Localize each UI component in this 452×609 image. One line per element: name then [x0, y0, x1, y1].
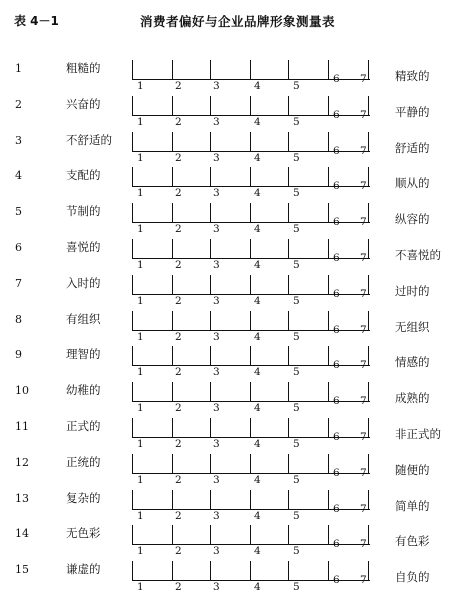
row-number: 8: [15, 312, 22, 326]
scale-tick: [132, 311, 133, 330]
scale-point-label[interactable]: 5: [293, 473, 300, 486]
scale-tick: [250, 132, 251, 151]
scale-point-label[interactable]: 2: [175, 294, 182, 307]
scale-tick: [368, 203, 369, 222]
scale-tick: [328, 418, 329, 437]
left-adjective: 无色彩: [66, 526, 101, 541]
scale-tick: [288, 167, 289, 186]
scale-point-label[interactable]: 7: [360, 287, 367, 300]
scale-tick: [172, 346, 173, 365]
scale-point-label[interactable]: 1: [137, 330, 144, 343]
right-adjective: 简单的: [395, 498, 430, 513]
scale-point-label[interactable]: 3: [213, 545, 220, 558]
scale-tick: [250, 239, 251, 258]
scale-point-label[interactable]: 7: [360, 144, 367, 157]
scale-point-label[interactable]: 3: [213, 402, 220, 415]
scale-tick: [210, 239, 211, 258]
rating-scale[interactable]: [132, 203, 370, 239]
scale-tick: [368, 311, 369, 330]
right-adjective: 随便的: [395, 462, 430, 477]
scale-row: [0, 132, 452, 168]
table-header: [0, 12, 452, 32]
scale-tick: [132, 132, 133, 151]
scale-tick: [328, 561, 329, 580]
right-adjective: 顺从的: [395, 176, 430, 191]
scale-tick: [328, 275, 329, 294]
scale-tick: [132, 490, 133, 509]
scale-tick: [250, 490, 251, 509]
left-adjective: 正统的: [66, 454, 101, 469]
scale-point-label[interactable]: 3: [213, 223, 220, 236]
scale-point-label[interactable]: 4: [254, 187, 261, 200]
scale-tick: [210, 132, 211, 151]
scale-row: [0, 454, 452, 490]
scale-tick: [368, 490, 369, 509]
left-adjective: 节制的: [66, 204, 101, 219]
scale-point-label[interactable]: 3: [213, 330, 220, 343]
scale-point-label[interactable]: 1: [137, 402, 144, 415]
scale-point-label[interactable]: 4: [254, 366, 261, 379]
scale-tick: [368, 382, 369, 401]
scale-tick: [210, 418, 211, 437]
scale-point-label[interactable]: 4: [254, 223, 261, 236]
scale-point-label[interactable]: 4: [254, 330, 261, 343]
row-number: 11: [15, 420, 29, 433]
scale-tick: [250, 561, 251, 580]
rating-scale[interactable]: [132, 525, 370, 561]
scale-point-label[interactable]: 3: [213, 581, 220, 594]
left-adjective: 理智的: [66, 347, 101, 362]
scale-point-label[interactable]: 2: [175, 402, 182, 415]
row-number: 3: [15, 133, 22, 147]
scale-tick: [250, 275, 251, 294]
scale-point-label[interactable]: 4: [254, 402, 261, 415]
scale-point-label[interactable]: 3: [213, 259, 220, 271]
rating-scale[interactable]: [132, 382, 370, 418]
row-number: 15: [15, 563, 29, 577]
scale-tick: [288, 561, 289, 580]
scale-tick: [328, 203, 329, 222]
scale-tick: [288, 275, 289, 294]
scale-point-label[interactable]: 2: [175, 545, 182, 558]
scale-tick: [288, 382, 289, 401]
scale-point-label[interactable]: 3: [213, 438, 220, 450]
scale-tick: [328, 490, 329, 509]
row-number: 5: [15, 205, 22, 219]
scale-point-label[interactable]: 6: [333, 431, 340, 443]
scale-point-label[interactable]: 4: [254, 509, 261, 522]
scale-row: [0, 96, 452, 132]
scale-point-label[interactable]: 6: [333, 144, 340, 157]
scale-point-label[interactable]: 2: [175, 581, 182, 594]
scale-point-label[interactable]: 6: [333, 73, 340, 85]
scale-point-label[interactable]: 7: [360, 323, 367, 336]
scale-point-label[interactable]: 3: [213, 151, 220, 164]
scale-point-label[interactable]: 7: [360, 574, 367, 587]
scale-tick: [210, 454, 211, 473]
scale-point-label[interactable]: 1: [137, 223, 144, 236]
right-adjective: 有色彩: [395, 534, 430, 549]
scale-point-label[interactable]: 5: [293, 80, 300, 92]
scale-tick: [172, 239, 173, 258]
scale-tick: [368, 525, 369, 544]
scale-point-label[interactable]: 1: [137, 115, 144, 128]
scale-tick: [288, 311, 289, 330]
scale-row: [0, 311, 452, 347]
scale-tick: [132, 60, 133, 79]
rating-scale[interactable]: [132, 311, 370, 347]
scale-tick: [328, 96, 329, 115]
scale-point-label[interactable]: 2: [175, 151, 182, 164]
scale-point-label[interactable]: 1: [137, 581, 144, 594]
scale-point-label[interactable]: 1: [137, 438, 144, 450]
scale-tick: [132, 167, 133, 186]
scale-tick: [328, 346, 329, 365]
right-adjective: 情感的: [395, 355, 430, 370]
scale-tick: [132, 239, 133, 258]
scale-point-label[interactable]: 6: [333, 574, 340, 587]
scale-point-label[interactable]: 4: [254, 581, 261, 594]
scale-point-label[interactable]: 4: [254, 151, 261, 164]
scale-tick: [250, 454, 251, 473]
row-number: 1: [15, 62, 22, 75]
scale-tick: [368, 132, 369, 151]
row-number: 10: [15, 384, 29, 398]
scale-point-label[interactable]: 1: [137, 294, 144, 307]
scale-point-label[interactable]: 2: [175, 330, 182, 343]
scale-point-label[interactable]: 2: [175, 80, 182, 92]
scale-tick: [288, 60, 289, 79]
scale-point-label[interactable]: 5: [293, 115, 300, 128]
scale-tick: [288, 418, 289, 437]
scale-point-label[interactable]: 1: [137, 187, 144, 200]
scale-tick: [250, 311, 251, 330]
scale-point-label[interactable]: 5: [293, 545, 300, 558]
scale-tick: [288, 454, 289, 473]
scale-point-label[interactable]: 1: [137, 259, 144, 271]
scale-point-label[interactable]: 7: [360, 180, 367, 193]
scale-tick: [172, 132, 173, 151]
scale-row: [0, 382, 452, 418]
scale-tick: [288, 96, 289, 115]
scale-point-label[interactable]: 7: [360, 252, 367, 264]
scale-point-label[interactable]: 5: [293, 581, 300, 594]
scale-tick: [172, 96, 173, 115]
scale-tick: [172, 454, 173, 473]
scale-point-label[interactable]: 7: [360, 466, 367, 479]
scale-point-label[interactable]: 4: [254, 294, 261, 307]
scale-point-label[interactable]: 1: [137, 509, 144, 522]
scale-tick: [250, 167, 251, 186]
scale-point-label[interactable]: 6: [333, 502, 340, 515]
scale-point-label[interactable]: 7: [360, 431, 367, 443]
scale-tick: [288, 525, 289, 544]
scale-tick: [210, 96, 211, 115]
scale-row: [0, 239, 452, 275]
scale-point-label[interactable]: 5: [293, 509, 300, 522]
scale-point-label[interactable]: 4: [254, 473, 261, 486]
right-adjective: 精致的: [395, 69, 430, 83]
scale-tick: [328, 311, 329, 330]
scale-point-label[interactable]: 3: [213, 294, 220, 307]
scale-tick: [210, 561, 211, 580]
left-adjective: 谦虚的: [66, 562, 101, 577]
scale-point-label[interactable]: 6: [333, 538, 340, 551]
left-adjective: 入时的: [66, 275, 101, 290]
scale-point-label[interactable]: 3: [213, 366, 220, 379]
scale-tick: [250, 346, 251, 365]
scale-point-label[interactable]: 1: [137, 151, 144, 164]
scale-tick: [368, 167, 369, 186]
scale-point-label[interactable]: 6: [333, 323, 340, 336]
scale-row: [0, 275, 452, 311]
scale-tick: [132, 382, 133, 401]
scale-point-label[interactable]: 3: [213, 115, 220, 128]
scale-tick: [368, 60, 369, 79]
scale-point-label[interactable]: 3: [213, 187, 220, 200]
left-adjective: 正式的: [66, 419, 101, 433]
row-number: 13: [15, 491, 29, 505]
scale-tick: [210, 275, 211, 294]
scale-tick: [132, 203, 133, 222]
scale-point-label[interactable]: 3: [213, 80, 220, 92]
scale-row: [0, 203, 452, 239]
scale-point-label[interactable]: 6: [333, 466, 340, 479]
scale-tick: [210, 490, 211, 509]
scale-point-label[interactable]: 4: [254, 80, 261, 92]
scale-tick: [368, 561, 369, 580]
scale-tick: [132, 346, 133, 365]
scale-point-label[interactable]: 5: [293, 294, 300, 307]
scale-tick: [132, 561, 133, 580]
scale-tick: [250, 203, 251, 222]
rating-scale[interactable]: [132, 60, 370, 96]
scale-tick: [132, 525, 133, 544]
scale-tick: [288, 132, 289, 151]
scale-point-label[interactable]: 6: [333, 395, 340, 408]
row-number: 12: [15, 455, 29, 469]
scale-point-label[interactable]: 5: [293, 223, 300, 236]
scale-row: [0, 561, 452, 597]
left-adjective: 兴奋的: [66, 96, 101, 111]
scale-point-label[interactable]: 1: [137, 80, 144, 92]
scale-tick: [328, 167, 329, 186]
scale-tick: [132, 454, 133, 473]
scale-point-label[interactable]: 6: [333, 359, 340, 372]
left-adjective: 幼稚的: [66, 383, 101, 398]
scale-point-label[interactable]: 7: [360, 502, 367, 515]
scale-point-label[interactable]: 6: [333, 252, 340, 264]
scale-tick: [132, 418, 133, 437]
right-adjective: 纵容的: [395, 212, 430, 227]
row-number: 2: [15, 97, 22, 111]
scale-point-label[interactable]: 3: [213, 473, 220, 486]
scale-tick: [250, 418, 251, 437]
row-number: 14: [15, 527, 29, 541]
rating-scale[interactable]: [132, 239, 370, 275]
scale-point-label[interactable]: 4: [254, 438, 261, 450]
rating-scale[interactable]: [132, 418, 370, 454]
scale-tick: [210, 382, 211, 401]
scale-tick: [368, 275, 369, 294]
scale-tick: [368, 454, 369, 473]
scale-point-label[interactable]: 5: [293, 187, 300, 200]
scale-point-label[interactable]: 4: [254, 259, 261, 271]
scale-tick: [210, 167, 211, 186]
right-adjective: 成熟的: [395, 391, 430, 406]
scale-tick: [368, 418, 369, 437]
right-adjective: 自负的: [395, 570, 430, 585]
right-adjective: 平静的: [395, 104, 430, 119]
rating-scale[interactable]: [132, 96, 370, 132]
scale-row: [0, 167, 452, 203]
scale-point-label[interactable]: 4: [254, 545, 261, 558]
right-adjective: 不喜悦的: [395, 248, 441, 262]
scale-point-label[interactable]: 6: [333, 108, 340, 121]
scale-row: [0, 525, 452, 561]
row-number: 7: [15, 276, 22, 290]
scale-tick: [172, 382, 173, 401]
scale-tick: [172, 418, 173, 437]
scale-tick: [172, 275, 173, 294]
scale-tick: [328, 454, 329, 473]
left-adjective: 复杂的: [66, 490, 101, 505]
rating-scale[interactable]: [132, 132, 370, 168]
row-number: 6: [15, 241, 22, 254]
scale-tick: [288, 346, 289, 365]
scale-point-label[interactable]: 5: [293, 330, 300, 343]
scale-tick: [288, 239, 289, 258]
table-number: 表 4－1: [14, 14, 59, 28]
right-adjective: 舒适的: [395, 140, 430, 155]
scale-point-label[interactable]: 2: [175, 509, 182, 522]
scale-point-label[interactable]: 5: [293, 259, 300, 271]
scale-tick: [172, 203, 173, 222]
scale-point-label[interactable]: 1: [137, 545, 144, 558]
scale-tick: [328, 132, 329, 151]
scale-tick: [328, 525, 329, 544]
scale-tick: [328, 239, 329, 258]
scale-point-label[interactable]: 5: [293, 151, 300, 164]
scale-point-label[interactable]: 5: [293, 366, 300, 379]
scale-tick: [210, 525, 211, 544]
scale-tick: [172, 311, 173, 330]
scale-point-label[interactable]: 7: [360, 216, 367, 229]
scale-row: [0, 418, 452, 454]
scale-tick: [132, 96, 133, 115]
scale-tick: [250, 525, 251, 544]
table-title: 消费者偏好与企业品牌形象测量表: [140, 14, 336, 29]
scale-point-label[interactable]: 5: [293, 438, 300, 450]
rating-scale[interactable]: [132, 454, 370, 490]
scale-tick: [250, 382, 251, 401]
scale-tick: [368, 346, 369, 365]
scale-row: [0, 60, 452, 96]
scale-tick: [210, 60, 211, 79]
scale-point-label[interactable]: 4: [254, 115, 261, 128]
scale-point-label[interactable]: 6: [333, 287, 340, 300]
scale-point-label[interactable]: 1: [137, 473, 144, 486]
rating-scale[interactable]: [132, 275, 370, 311]
rating-scale[interactable]: [132, 490, 370, 526]
scale-tick: [250, 96, 251, 115]
scale-tick: [172, 561, 173, 580]
scale-tick: [210, 346, 211, 365]
rating-scale[interactable]: [132, 167, 370, 203]
scale-point-label[interactable]: 7: [360, 359, 367, 372]
scale-point-label[interactable]: 6: [333, 180, 340, 193]
scale-row: [0, 490, 452, 526]
scale-tick: [172, 490, 173, 509]
left-adjective: 喜悦的: [66, 240, 101, 254]
scale-tick: [250, 60, 251, 79]
left-adjective: 有组织: [66, 311, 101, 326]
scale-point-label[interactable]: 7: [360, 538, 367, 551]
scale-tick: [328, 382, 329, 401]
scale-point-label[interactable]: 2: [175, 115, 182, 128]
scale-tick: [368, 239, 369, 258]
right-adjective: 过时的: [395, 283, 430, 298]
rating-scale[interactable]: [132, 346, 370, 382]
scale-point-label[interactable]: 2: [175, 438, 182, 450]
row-number: 9: [15, 348, 22, 362]
scale-tick: [210, 311, 211, 330]
scale-point-label[interactable]: 7: [360, 108, 367, 121]
scale-tick: [328, 60, 329, 79]
scale-point-label[interactable]: 1: [137, 366, 144, 379]
scale-point-label[interactable]: 2: [175, 366, 182, 379]
left-adjective: 粗糙的: [66, 61, 101, 75]
rating-scale[interactable]: [132, 561, 370, 597]
scale-point-label[interactable]: 5: [293, 402, 300, 415]
scale-tick: [172, 60, 173, 79]
scale-point-label[interactable]: 7: [360, 73, 367, 85]
scale-point-label[interactable]: 6: [333, 216, 340, 229]
scale-tick: [172, 167, 173, 186]
scale-row: [0, 346, 452, 382]
scale-tick: [132, 275, 133, 294]
right-adjective: 非正式的: [395, 427, 441, 441]
scale-point-label[interactable]: 7: [360, 395, 367, 408]
scale-point-label[interactable]: 3: [213, 509, 220, 522]
scale-tick: [288, 490, 289, 509]
row-number: 4: [15, 169, 22, 183]
scale-tick: [288, 203, 289, 222]
scale-point-label[interactable]: 2: [175, 187, 182, 200]
scale-point-label[interactable]: 2: [175, 473, 182, 486]
scale-tick: [368, 96, 369, 115]
scale-point-label[interactable]: 2: [175, 259, 182, 271]
right-adjective: 无组织: [395, 319, 430, 334]
scale-tick: [210, 203, 211, 222]
left-adjective: 不舒适的: [66, 132, 112, 147]
scale-point-label[interactable]: 2: [175, 223, 182, 236]
scale-tick: [172, 525, 173, 544]
left-adjective: 支配的: [66, 168, 101, 183]
